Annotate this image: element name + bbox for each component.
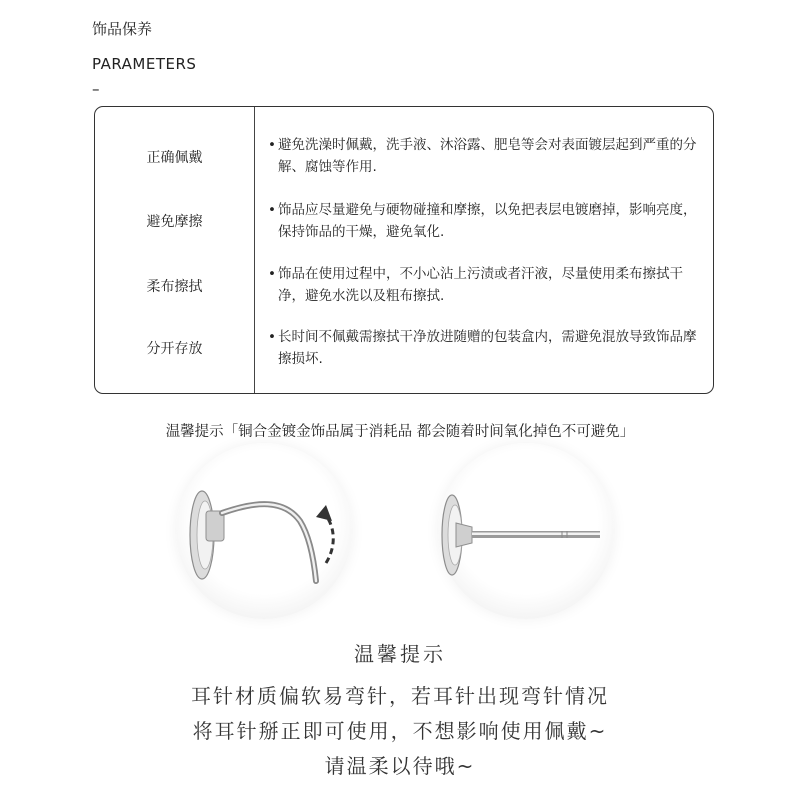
warm-tip-notice: 温馨提示「铜合金镀金饰品属于消耗品 都会随着时间氧化掉色不可避免」: [165, 424, 635, 440]
care-row-wipe: [95, 243, 713, 307]
bottom-line-1: 耳针材质偏软易弯针，若耳针出现弯针情况: [191, 684, 609, 708]
care-row-friction: [95, 179, 713, 243]
bullet-icon: •: [268, 266, 276, 282]
care-row-wear: [95, 107, 713, 179]
care-desc-text: 饰品在使用过程中，不小心沾上污渍或者汗液，尽量使用柔布擦拭干净，避免水洗以及粗布擦拭.: [278, 266, 683, 304]
bent-earring-pin-image: [176, 443, 352, 619]
care-desc-friction: [268, 199, 698, 243]
section-title-cn: 饰品保养: [92, 20, 153, 38]
bottom-line-2: 将耳针掰正即可使用，不想影响使用佩戴~: [192, 719, 608, 743]
straight-earring-pin-icon: [438, 443, 614, 619]
care-label-store: 分开存放: [146, 341, 203, 357]
bottom-title: 温馨提示: [354, 642, 446, 666]
bullet-icon: •: [268, 137, 276, 153]
care-desc-wipe: [268, 263, 698, 307]
straight-earring-pin-image: [438, 443, 614, 619]
bullet-icon: •: [268, 329, 276, 345]
title-dash: –: [92, 80, 100, 98]
care-label-wear: 正确佩戴: [146, 150, 203, 166]
care-desc-wear: [268, 134, 698, 178]
care-desc-text: 避免洗澡时佩戴，洗手液、沐浴露、肥皂等会对表面镀层起到严重的分解、腐蚀等作用.: [278, 137, 697, 175]
care-desc-text: 长时间不佩戴需擦拭干净放进随赠的包装盒内，需避免混放导致饰品摩擦损坏.: [278, 329, 697, 367]
care-row-store: [95, 307, 713, 393]
care-table: [94, 106, 714, 394]
bullet-icon: •: [268, 202, 276, 218]
care-label-friction: 避免摩擦: [146, 214, 203, 230]
section-title-en: PARAMETERS: [92, 55, 197, 73]
care-label-wipe: 柔布擦拭: [146, 279, 203, 295]
bottom-line-3: 请温柔以待哦~: [324, 754, 476, 778]
care-desc-text: 饰品应尽量避免与硬物碰撞和摩擦，以免把表层电镀磨掉，影响亮度，保持饰品的干燥，避免氧化.: [278, 202, 697, 240]
bent-earring-pin-icon: [176, 443, 352, 619]
care-desc-store: [268, 326, 698, 370]
